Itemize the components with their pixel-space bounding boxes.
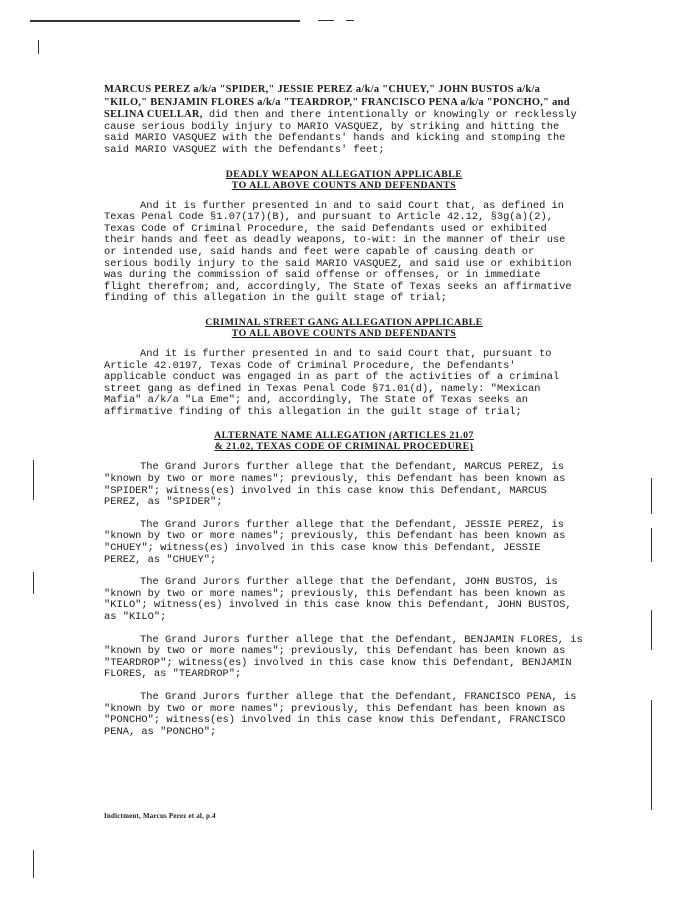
- scan-artifact-top-dash: [318, 20, 334, 21]
- scan-artifact-left-line: [33, 850, 34, 878]
- opening-paragraph: [104, 84, 584, 157]
- scan-artifact-right-line: [651, 528, 652, 562]
- scan-artifact-left-line: [33, 572, 34, 594]
- deadly-weapon-heading: [104, 169, 584, 191]
- scan-artifact-top-line: [30, 20, 300, 22]
- scan-artifact-left-line: [33, 460, 34, 500]
- scan-artifact-right-line: [651, 610, 652, 650]
- scan-artifact-right-line: [651, 478, 652, 514]
- document-body: [104, 84, 584, 749]
- scan-artifact-right-line: [651, 700, 652, 810]
- heading-line: TO ALL ABOVE COUNTS AND DEFENDANTS: [231, 327, 457, 339]
- defendants-names: MARCUS PEREZ a/k/a "SPIDER," JESSIE PEREZ a/k/a "CHUEY," JOHN BUSTOS a/k/a "KILO," BENJAMIN FLORES a/k/a "TEARDROP," FRANCISCO PENA a/k/a "PONCHO," and SELINA CUELLAR,: [104, 84, 570, 121]
- heading-line: CRIMINAL STREET GANG ALLEGATION APPLICABLE: [205, 316, 483, 328]
- alias-paragraph-pena: The Grand Jurors further allege that the Defendant, FRANCISCO PENA, is "known by two or more names"; previously, this Defendant has been known as "PONCHO"; witness(es) involved in this case know this Defendant, FRANCISCO PENA, as "PONCHO";: [104, 690, 577, 738]
- heading-line: & 21.02, TEXAS CODE OF CRIMINAL PROCEDURE): [214, 441, 474, 453]
- heading-line: DEADLY WEAPON ALLEGATION APPLICABLE: [225, 168, 463, 180]
- page-footer: Indictment, Marcus Perez et al, p.4: [104, 812, 216, 820]
- scan-artifact-left-tick: [38, 40, 39, 54]
- deadly-weapon-paragraph: And it is further presented in and to said Court that, as defined in Texas Penal Code §1.07(17)(B), and pursuant to Article 42.12, §3g(a)(2), Texas Code of Criminal Procedure, the said Defendants used or exhibited their hands and feet as deadly weapons, to-wit: in the manner of their use or intended use, said hands and feet were capable of causing death or serious bodily injury to the said MARIO VASQUEZ, and said use or exhibition was during the commission of said offense or offenses, or in immediate flight therefrom; and, accordingly, The State of Texas seeks an affirmative finding of this allegation in the guilt stage of trial;: [104, 199, 572, 305]
- gang-allegation-heading: [104, 317, 584, 339]
- scan-artifact-top-dash: [346, 20, 354, 21]
- alias-paragraph-bustos: The Grand Jurors further allege that the Defendant, JOHN BUSTOS, is "known by two or more names"; previously, this Defendant has been known as "KILO"; witness(es) involved in this case know this Defendant, JOHN BUSTOS, as "KILO";: [104, 576, 572, 623]
- alias-paragraph-flores: The Grand Jurors further allege that the Defendant, BENJAMIN FLORES, is "known by two or more names"; previously, this Defendant has been known as "TEARDROP"; witness(es) involved in this case know this Defendant, BENJAMIN FLORES, as "TEARDROP";: [104, 633, 583, 681]
- gang-allegation-paragraph: And it is further presented in and to said Court that, pursuant to Article 42.0197, Texas Code of Criminal Procedure, the Defendants' applicable conduct was engaged in as part of the activities of a criminal street gang as defined in Texas Penal Code §71.01(d), namely: "Mexican Mafia" a/k/a "La Eme"; and, accordingly, The State of Texas seeks an affirmative finding of this allegation in the guilt stage of trial;: [104, 347, 560, 418]
- alias-paragraph-perez-marcus: The Grand Jurors further allege that the Defendant, MARCUS PEREZ, is "known by two or more names"; previously, this Defendant has been known as "SPIDER"; witness(es) involved in this case know this Defendant, MARCUS PEREZ, as "SPIDER";: [104, 461, 566, 509]
- heading-line: TO ALL ABOVE COUNTS AND DEFENDANTS: [231, 179, 457, 191]
- heading-line: ALTERNATE NAME ALLEGATION (ARTICLES 21.07: [214, 430, 474, 442]
- alias-paragraph-perez-jessie: The Grand Jurors further allege that the Defendant, JESSIE PEREZ, is "known by two or more names"; previously, this Defendant has been known as "CHUEY"; witness(es) involved in this case know this Defendant, JESSIE PEREZ, as "CHUEY";: [104, 518, 566, 566]
- alternate-name-heading: [104, 430, 584, 452]
- opening-text: did then and there intentionally or knowingly or recklessly cause serious bodily injury to MARIO VASQUEZ, by striking and hitting the said MARIO VASQUEZ with the Defendants' hands and kicking and stomping the said MARIO VASQUEZ with the Defendants' feet;: [104, 109, 577, 156]
